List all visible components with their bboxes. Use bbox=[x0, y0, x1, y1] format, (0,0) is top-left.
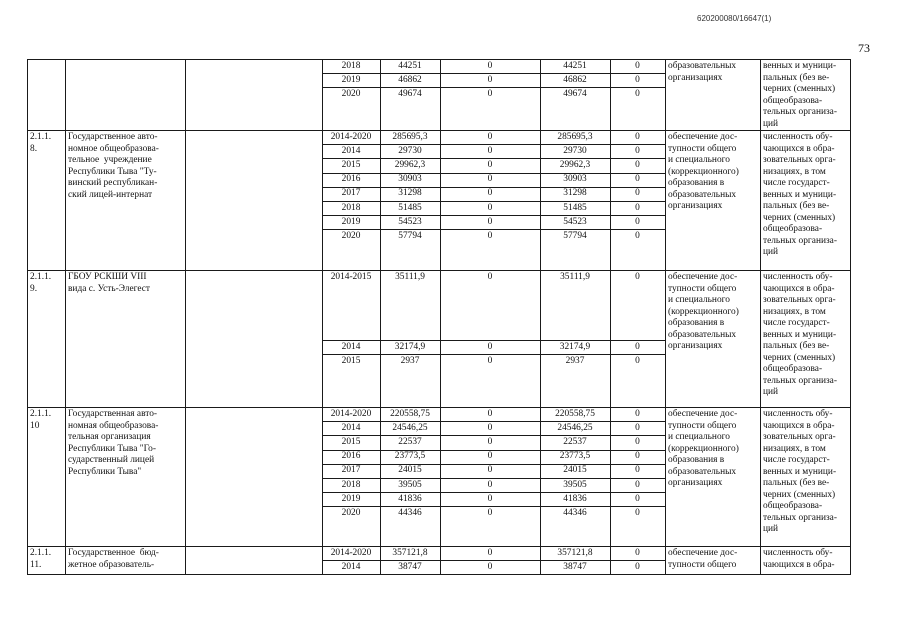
block-rule-1 bbox=[27, 270, 851, 271]
item-purpose: обеспечение дос- тупности общего bbox=[668, 548, 738, 570]
total-value: 44346 bbox=[398, 507, 422, 518]
col-c-value: 0 bbox=[635, 436, 640, 447]
col-c-value: 0 bbox=[635, 145, 640, 156]
year-value: 2020 bbox=[341, 88, 361, 99]
page-number: 73 bbox=[858, 41, 870, 55]
col-b-value: 38747 bbox=[563, 561, 587, 572]
item-code: 2.1.1. 10 bbox=[30, 409, 52, 431]
col-a-value: 0 bbox=[487, 174, 493, 185]
col-c-value: 0 bbox=[635, 479, 640, 490]
col-c-value: 0 bbox=[635, 74, 640, 85]
col-b-value: 22537 bbox=[563, 436, 587, 447]
year-value: 2015 bbox=[341, 355, 361, 366]
item-indicator: численность обу- чающихся в обра- зовательных орга- низациях, в том числе государст- венных и муници- пальных (без ве- черних (сменных) общеобразова- тельных организа- ций bbox=[763, 132, 837, 257]
total-value: 46862 bbox=[398, 74, 422, 85]
col-a-value: 0 bbox=[487, 159, 493, 170]
year-value: 2018 bbox=[341, 202, 361, 213]
column-rule-9 bbox=[760, 59, 761, 574]
column-rule-5 bbox=[440, 59, 441, 574]
col-a-value: 0 bbox=[487, 271, 493, 282]
item-indicator: численность обу- чающихся в обра- bbox=[763, 548, 835, 570]
item-name: Государственное бюд- жетное образователь- bbox=[68, 548, 159, 570]
total-value: 32174,9 bbox=[394, 341, 426, 352]
total-value: 31298 bbox=[398, 188, 422, 199]
block-rule-3 bbox=[27, 546, 851, 547]
col-b-value: 220558,75 bbox=[555, 408, 595, 419]
year-value: 2014-2020 bbox=[330, 547, 372, 558]
total-value: 35111,9 bbox=[395, 271, 425, 282]
item-name: ГБОУ РСКШИ VIII вида с. Усть-Элегест bbox=[68, 272, 151, 294]
total-value: 220558,75 bbox=[390, 408, 430, 419]
col-a-value: 0 bbox=[487, 131, 493, 142]
year-value: 2014-2020 bbox=[330, 131, 372, 142]
col-b-value: 24546,25 bbox=[557, 422, 593, 433]
column-rule-6 bbox=[540, 59, 541, 574]
col-c-value: 0 bbox=[635, 355, 640, 366]
column-rule-1 bbox=[65, 59, 66, 574]
total-value: 357121,8 bbox=[392, 547, 428, 558]
col-a-value: 0 bbox=[487, 479, 493, 490]
col-c-value: 0 bbox=[635, 216, 640, 227]
year-value: 2014-2020 bbox=[330, 408, 372, 419]
year-value: 2014 bbox=[341, 561, 361, 572]
item-purpose: обеспечение дос- тупности общего и специального (коррекционного) образования в образовательных организациях bbox=[668, 272, 739, 351]
item-code: 2.1.1. 9. bbox=[30, 272, 52, 294]
year-value: 2014 bbox=[341, 341, 361, 352]
total-value: 23773,5 bbox=[394, 451, 426, 462]
col-a-value: 0 bbox=[487, 74, 493, 85]
col-b-value: 44251 bbox=[563, 60, 587, 71]
col-b-value: 41836 bbox=[563, 493, 587, 504]
year-value: 2018 bbox=[341, 60, 361, 71]
year-value: 2014-2015 bbox=[330, 271, 372, 282]
total-value: 24015 bbox=[398, 465, 422, 476]
col-b-value: 57794 bbox=[563, 230, 587, 241]
year-value: 2019 bbox=[341, 74, 361, 85]
col-a-value: 0 bbox=[487, 451, 493, 462]
col-a-value: 0 bbox=[487, 408, 493, 419]
column-rule-4 bbox=[380, 59, 381, 574]
item-name: Государственная авто- номная общеобразова- тельная организация Республики Тыва "Го- сударственный лицей Республики Тыва" bbox=[68, 409, 159, 477]
col-c-value: 0 bbox=[635, 159, 640, 170]
total-value: 49674 bbox=[398, 88, 422, 99]
col-b-value: 29730 bbox=[563, 145, 587, 156]
col-b-value: 357121,8 bbox=[557, 547, 593, 558]
total-value: 24546,25 bbox=[392, 422, 428, 433]
row-rule bbox=[322, 574, 666, 575]
col-a-value: 0 bbox=[487, 465, 493, 476]
column-rule-0 bbox=[27, 59, 28, 574]
col-a-value: 0 bbox=[487, 547, 493, 558]
col-c-value: 0 bbox=[635, 188, 640, 199]
col-b-value: 31298 bbox=[563, 188, 587, 199]
total-value: 2937 bbox=[400, 355, 420, 366]
col-b-value: 24015 bbox=[563, 465, 587, 476]
col-a-value: 0 bbox=[487, 216, 493, 227]
total-value: 44251 bbox=[398, 60, 422, 71]
col-b-value: 285695,3 bbox=[557, 131, 593, 142]
year-value: 2019 bbox=[341, 493, 361, 504]
col-c-value: 0 bbox=[635, 271, 640, 282]
year-value: 2017 bbox=[341, 188, 361, 199]
column-rule-3 bbox=[322, 59, 323, 574]
col-b-value: 35111,9 bbox=[560, 271, 590, 282]
col-c-value: 0 bbox=[635, 341, 640, 352]
column-rule-7 bbox=[610, 59, 611, 574]
col-c-value: 0 bbox=[635, 465, 640, 476]
col-c-value: 0 bbox=[635, 422, 640, 433]
col-a-value: 0 bbox=[487, 355, 493, 366]
year-value: 2014 bbox=[341, 145, 361, 156]
col-b-value: 30903 bbox=[563, 174, 587, 185]
total-value: 285695,3 bbox=[392, 131, 428, 142]
col-b-value: 32174,9 bbox=[559, 341, 591, 352]
item-code: 2.1.1. 11. bbox=[30, 548, 52, 570]
column-rule-10 bbox=[850, 59, 851, 574]
col-a-value: 0 bbox=[487, 202, 493, 213]
col-c-value: 0 bbox=[635, 88, 640, 99]
total-value: 22537 bbox=[398, 436, 422, 447]
col-c-value: 0 bbox=[635, 174, 640, 185]
year-value: 2018 bbox=[341, 479, 361, 490]
col-b-value: 46862 bbox=[563, 74, 587, 85]
col-b-value: 49674 bbox=[563, 88, 587, 99]
col-a-value: 0 bbox=[487, 145, 493, 156]
col-b-value: 23773,5 bbox=[559, 451, 591, 462]
col-a-value: 0 bbox=[487, 436, 493, 447]
col-c-value: 0 bbox=[635, 131, 640, 142]
item-purpose: обеспечение дос- тупности общего и специального (коррекционного) образования в образовательных организациях bbox=[668, 409, 739, 488]
total-value: 29730 bbox=[398, 145, 422, 156]
item-indicator: численность обу- чающихся в обра- зовательных орга- низациях, в том числе государст- венных и муници- пальных (без ве- черних (сменных) общеобразова- тельных организа- ций bbox=[763, 272, 837, 397]
col-c-value: 0 bbox=[635, 561, 640, 572]
total-value: 30903 bbox=[398, 174, 422, 185]
total-value: 51485 bbox=[398, 202, 422, 213]
item-purpose: обеспечение дос- тупности общего и специального (коррекционного) образования в образовательных организациях bbox=[668, 132, 739, 211]
col-a-value: 0 bbox=[487, 561, 493, 572]
col-a-value: 0 bbox=[487, 60, 493, 71]
item-purpose: образовательных организациях bbox=[668, 61, 737, 83]
total-value: 57794 bbox=[398, 230, 422, 241]
year-value: 2019 bbox=[341, 216, 361, 227]
total-value: 39505 bbox=[398, 479, 422, 490]
col-a-value: 0 bbox=[487, 188, 493, 199]
document-id: 620200080/16647(1) bbox=[697, 14, 772, 23]
col-a-value: 0 bbox=[487, 493, 493, 504]
year-value: 2016 bbox=[341, 174, 361, 185]
year-value: 2014 bbox=[341, 422, 361, 433]
col-c-value: 0 bbox=[635, 493, 640, 504]
total-value: 54523 bbox=[398, 216, 422, 227]
col-a-value: 0 bbox=[487, 230, 493, 241]
col-a-value: 0 bbox=[487, 507, 493, 518]
col-b-value: 39505 bbox=[563, 479, 587, 490]
col-c-value: 0 bbox=[635, 451, 640, 462]
col-a-value: 0 bbox=[487, 88, 493, 99]
block-rule-0 bbox=[27, 130, 851, 131]
col-a-value: 0 bbox=[487, 422, 493, 433]
total-value: 38747 bbox=[398, 561, 422, 572]
year-value: 2015 bbox=[341, 159, 361, 170]
year-value: 2016 bbox=[341, 451, 361, 462]
col-c-value: 0 bbox=[635, 230, 640, 241]
item-name: Государственное авто- номное общеобразова- тельное учреждение Республики Тыва "Ту- винский республикан- ский лицей-интернат bbox=[68, 132, 159, 200]
item-indicator: численность обу- чающихся в обра- зовательных орга- низациях, в том числе государст- венных и муници- пальных (без ве- черних (сменных) общеобразова- тельных организа- ций bbox=[763, 409, 837, 534]
col-b-value: 29962,3 bbox=[559, 159, 591, 170]
table-top-rule bbox=[27, 59, 851, 60]
total-value: 29962,3 bbox=[394, 159, 426, 170]
col-c-value: 0 bbox=[635, 60, 640, 71]
col-b-value: 54523 bbox=[563, 216, 587, 227]
col-c-value: 0 bbox=[635, 547, 640, 558]
column-rule-8 bbox=[665, 59, 666, 574]
col-c-value: 0 bbox=[635, 507, 640, 518]
year-value: 2020 bbox=[341, 507, 361, 518]
item-code: 2.1.1. 8. bbox=[30, 132, 52, 154]
col-c-value: 0 bbox=[635, 202, 640, 213]
column-rule-2 bbox=[185, 59, 186, 574]
col-b-value: 51485 bbox=[563, 202, 587, 213]
col-b-value: 44346 bbox=[563, 507, 587, 518]
col-c-value: 0 bbox=[635, 408, 640, 419]
col-a-value: 0 bbox=[487, 341, 493, 352]
block-rule-2 bbox=[27, 407, 851, 408]
year-value: 2020 bbox=[341, 230, 361, 241]
col-b-value: 2937 bbox=[565, 355, 585, 366]
year-value: 2017 bbox=[341, 465, 361, 476]
total-value: 41836 bbox=[398, 493, 422, 504]
item-indicator: венных и муници- пальных (без ве- черних (сменных) общеобразова- тельных организа- ций bbox=[763, 61, 837, 129]
year-value: 2015 bbox=[341, 436, 361, 447]
